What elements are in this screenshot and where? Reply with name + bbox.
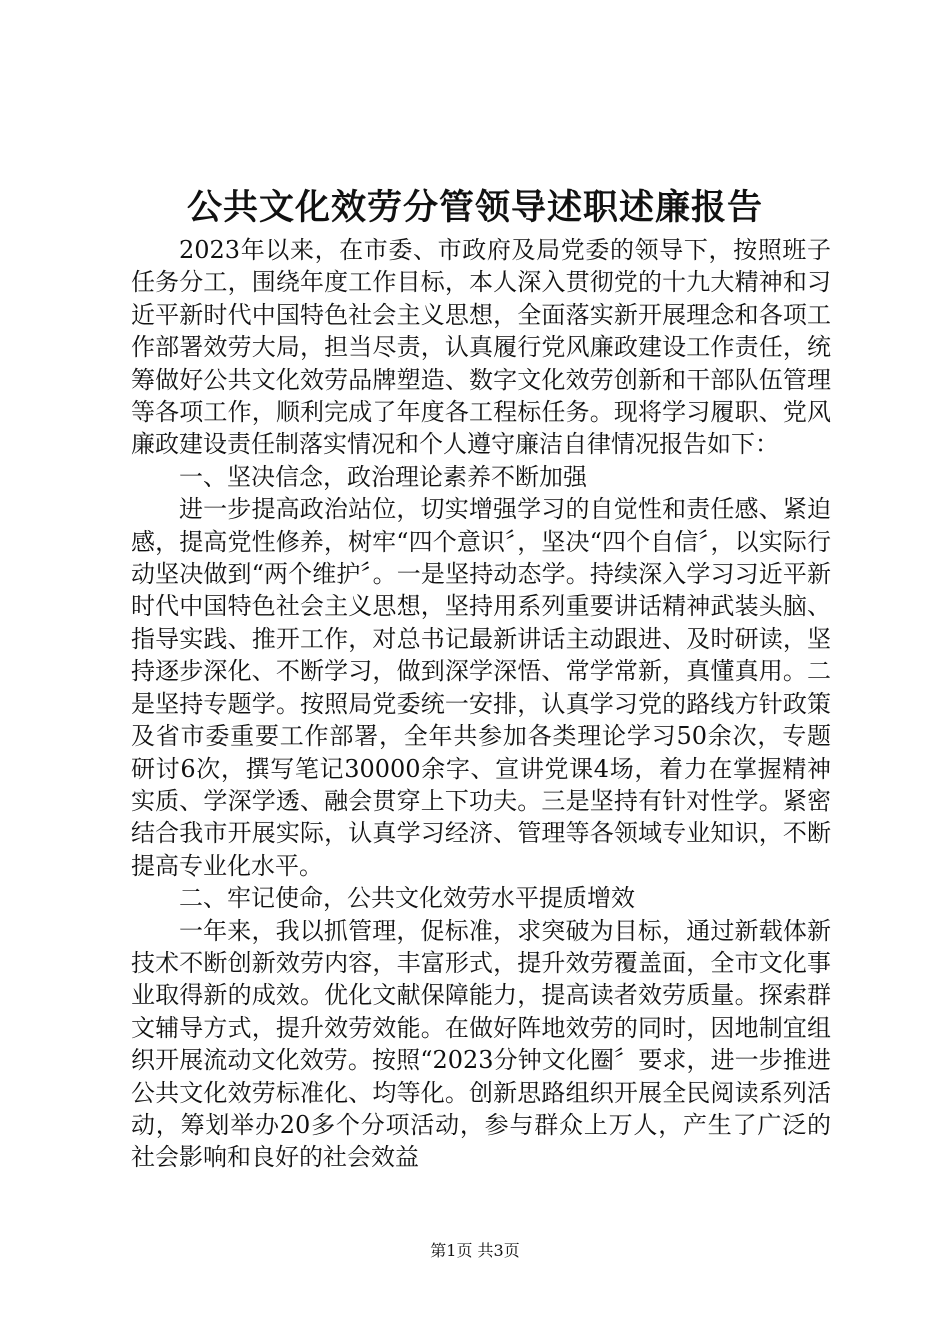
paragraph-section-2: 一年来，我以抓管理，促标准，求突破为目标，通过新载体新技术不断创新效劳内容，丰富形式，提升效劳覆盖面，全市文化事业取得新的成效。优化文献保障能力，提高读者效劳质量。探索群文辅导方式，提升效劳效能。在做好阵地效劳的同时，因地制宜组织开展流动文化效劳。按照“2023分钟文化圈〞要求，进一步推进公共文化效劳标准化、均等化。创新思路组织开展全民阅读系列活动，筹划举办20多个分项活动，参与群众上万人，产生了广泛的社会影响和良好的社会效益 (131, 916, 831, 1172)
document-title: 公共文化效劳分管领导述职述廉报告 (186, 187, 763, 228)
paragraph-section-1: 进一步提高政治站位，切实增强学习的自觉性和责任感、紧迫感，提高党性修养，树牢“四个意识〞，坚决“四个自信〞，以实际行动坚决做到“两个维护〞。一是坚持动态学。持续深入学习习近平新时代中国特色社会主义思想，坚持用系列重要讲话精神武装头脑、指导实践、推开工作，对总书记最新讲话主动跟进、及时研读，坚持逐步深化、不断学习，做到深学深悟、常学常新，真懂真用。二是坚持专题学。按照局党委统一安排，认真学习党的路线方针政策及省市委重要工作部署，全年共参加各类理论学习50余次，专题研讨6次，撰写笔记30000余字、宣讲党课4场，着力在掌握精神实质、学深学透、融会贯穿上下功夫。三是坚持有针对性学。紧密结合我市开展实际，认真学习经济、管理等各领域专业知识，不断提高专业化水平。 (131, 495, 831, 880)
section-heading-2: 二、牢记使命，公共文化效劳水平提质增效 (179, 884, 635, 913)
document-body (131, 234, 831, 1174)
page-footer: 第1页 共3页 (430, 1241, 520, 1260)
paragraph-intro: 2023年以来，在市委、市政府及局党委的领导下，按照班子任务分工，围绕年度工作目标，本人深入贯彻党的十九大精神和习近平新时代中国特色社会主义思想，全面落实新开展理念和各项工作部署效劳大局，担当尽责，认真履行党风廉政建设工作责任，统筹做好公共文化效劳品牌塑造、数字文化效劳创新和干部队伍管理等各项工作，顺利完成了年度各工程标任务。现将学习履职、党风廉政建设责任制落实情况和个人遵守廉洁自律情况报告如下： (131, 236, 831, 459)
section-heading-1: 一、坚决信念，政治理论素养不断加强 (179, 462, 587, 491)
